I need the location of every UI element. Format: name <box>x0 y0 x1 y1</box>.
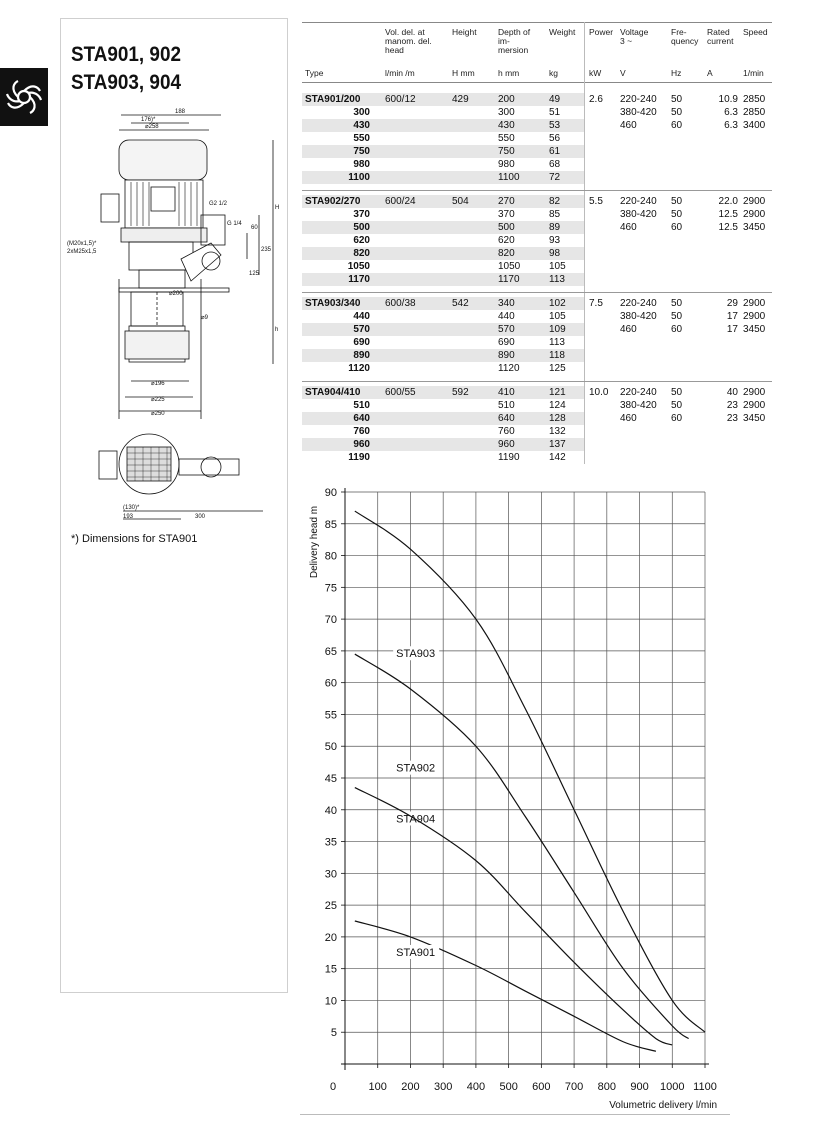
y-axis-label: Delivery head m <box>309 505 320 579</box>
cell-weight: 53 <box>549 120 561 131</box>
cell-voltage: 380-420 <box>620 209 657 220</box>
cell-current: 40 <box>726 387 738 398</box>
cell-speed: 2900 <box>743 400 766 411</box>
cell-height: 542 <box>452 298 469 309</box>
cell-type: 430 <box>353 120 370 131</box>
cell-type: 500 <box>353 222 370 233</box>
table-row <box>302 349 584 362</box>
dim-258: ⌀258 <box>145 124 159 130</box>
header-voltage: Voltage 3 ~ <box>620 27 649 46</box>
series-label-sta902: STA902 <box>396 762 436 775</box>
cell-speed: 2850 <box>743 94 766 105</box>
y-tick-label: 75 <box>324 582 337 595</box>
cell-power: 5.5 <box>589 196 603 207</box>
series-line-sta901 <box>355 921 656 1051</box>
cell-weight: 105 <box>549 311 566 322</box>
group-separator <box>302 190 772 191</box>
cell-power: 2.6 <box>589 94 603 105</box>
table-row <box>302 297 584 310</box>
unit-frequency: Hz <box>671 68 682 78</box>
cell-voltage: 380-420 <box>620 311 657 322</box>
series-line-sta902 <box>355 788 672 1045</box>
cell-type: 750 <box>353 146 370 157</box>
cell-weight: 51 <box>549 107 561 118</box>
cell-current: 6.3 <box>724 120 738 131</box>
cell-voltage: 460 <box>620 120 637 131</box>
y-tick-label: 50 <box>324 741 337 754</box>
cell-weight: 142 <box>549 452 566 463</box>
cell-freq: 50 <box>671 94 683 105</box>
table-row <box>302 412 584 425</box>
table-row <box>302 132 584 145</box>
table-row <box>302 336 584 349</box>
cell-depth: 980 <box>498 159 515 170</box>
cell-weight: 89 <box>549 222 561 233</box>
header-current: Rated current <box>707 27 734 46</box>
table-row <box>302 247 584 260</box>
cell-depth: 500 <box>498 222 515 233</box>
table-top-rule <box>302 22 772 23</box>
y-tick-label: 45 <box>324 773 337 785</box>
y-tick-label: 20 <box>324 931 337 944</box>
table-header-rule <box>302 82 772 83</box>
dim-g14: G 1/4 <box>227 221 242 227</box>
cell-current: 10.9 <box>718 94 738 105</box>
cell-speed: 3400 <box>743 120 766 131</box>
table-row <box>302 362 584 375</box>
cell-type: 1170 <box>348 274 370 285</box>
cell-type: 370 <box>353 209 370 220</box>
cell-weight: 109 <box>549 324 566 335</box>
dim-g2-12: G2 1/2 <box>209 201 228 207</box>
cell-power: 7.5 <box>589 298 603 309</box>
cell-weight: 113 <box>549 337 565 348</box>
cell-weight: 124 <box>549 400 566 411</box>
cell-current: 22.0 <box>718 196 738 207</box>
cell-type: 690 <box>353 337 370 348</box>
y-tick-label: 40 <box>324 804 337 817</box>
y-tick-label: 35 <box>324 836 337 849</box>
cell-voltage: 460 <box>620 324 637 335</box>
cell-weight: 118 <box>549 350 565 361</box>
cell-speed: 2900 <box>743 311 766 322</box>
cell-depth: 760 <box>498 426 515 437</box>
cell-type: STA903/340 <box>305 298 361 309</box>
series-label-sta903: STA903 <box>396 648 436 661</box>
y-tick-label: 5 <box>330 1027 337 1040</box>
cell-freq: 50 <box>671 387 683 398</box>
unit-power: kW <box>589 68 602 78</box>
y-tick-label: 90 <box>324 487 337 499</box>
cell-weight: 68 <box>549 159 561 170</box>
cell-weight: 105 <box>549 261 566 272</box>
dim-193: 193 <box>123 514 134 520</box>
cell-depth: 550 <box>498 133 515 144</box>
cell-type: 980 <box>353 159 370 170</box>
cell-depth: 1190 <box>498 452 520 463</box>
cell-weight: 121 <box>549 387 566 398</box>
cell-speed: 3450 <box>743 324 766 335</box>
cell-type: 570 <box>353 324 370 335</box>
y-tick-label: 55 <box>324 709 337 722</box>
header-depth: Depth of im- mersion <box>498 27 531 55</box>
cell-freq: 60 <box>671 120 683 131</box>
dim-176: 176)* <box>141 117 156 123</box>
cell-depth: 430 <box>498 120 515 131</box>
table-column-divider <box>584 22 585 464</box>
cell-weight: 137 <box>549 439 566 450</box>
dim-60: 60 <box>251 225 258 231</box>
unit-height: H mm <box>452 68 475 78</box>
cell-weight: 113 <box>549 274 565 285</box>
table-row <box>302 260 584 273</box>
table-row <box>302 119 584 132</box>
table-row <box>302 273 584 286</box>
table-row <box>302 93 584 106</box>
group-separator <box>302 381 772 382</box>
cell-weight: 82 <box>549 196 561 207</box>
cell-current: 6.3 <box>724 107 738 118</box>
cell-weight: 56 <box>549 133 561 144</box>
cell-depth: 690 <box>498 337 515 348</box>
cell-weight: 125 <box>549 363 566 374</box>
cell-depth: 340 <box>498 298 515 309</box>
cell-type: 960 <box>353 439 370 450</box>
cell-freq: 50 <box>671 107 683 118</box>
cell-weight: 128 <box>549 413 566 424</box>
cell-voltage: 220-240 <box>620 387 657 398</box>
dim-300: 300 <box>195 514 206 520</box>
dim-196: ⌀196 <box>151 381 165 387</box>
x-tick-label: 400 <box>466 1081 486 1093</box>
cell-vol: 600/55 <box>385 387 416 398</box>
cell-depth: 1170 <box>498 274 520 285</box>
header-frequency: Fre- quency <box>671 27 699 46</box>
title-line-1: STA901, 902 <box>71 43 181 66</box>
dim-250: ⌀250 <box>151 411 165 417</box>
table-row <box>302 399 584 412</box>
cell-depth: 510 <box>498 400 515 411</box>
unit-vol: l/min /m <box>385 68 415 78</box>
series-line-sta903 <box>355 654 689 1039</box>
cell-depth: 960 <box>498 439 515 450</box>
cell-depth: 410 <box>498 387 515 398</box>
table-row <box>302 221 584 234</box>
cell-weight: 132 <box>549 426 566 437</box>
cell-speed: 2900 <box>743 387 766 398</box>
unit-type: Type <box>305 68 324 78</box>
series-label-sta901: STA901 <box>396 946 436 959</box>
table-row <box>302 310 584 323</box>
cell-speed: 2900 <box>743 209 766 220</box>
cell-depth: 440 <box>498 311 515 322</box>
unit-depth: h mm <box>498 68 520 78</box>
table-row <box>302 208 584 221</box>
dim-h-upper: H <box>275 205 280 211</box>
cell-freq: 60 <box>671 413 683 424</box>
dim-130: (130)* <box>123 505 140 511</box>
cell-speed: 3450 <box>743 222 766 233</box>
table-row <box>302 171 584 184</box>
cell-height: 429 <box>452 94 469 105</box>
cell-voltage: 380-420 <box>620 400 657 411</box>
unit-weight: kg <box>549 68 558 78</box>
x-tick-label: 1100 <box>693 1081 717 1093</box>
cell-type: 1050 <box>347 261 370 272</box>
cell-current: 17 <box>726 324 738 335</box>
cell-depth: 890 <box>498 350 515 361</box>
dim-188: 188 <box>175 109 186 115</box>
cell-type: 1190 <box>348 452 370 463</box>
cell-weight: 98 <box>549 248 561 259</box>
cell-voltage: 220-240 <box>620 196 657 207</box>
cell-type: 440 <box>353 311 370 322</box>
cell-vol: 600/24 <box>385 196 416 207</box>
cell-freq: 60 <box>671 324 683 335</box>
cell-type: 300 <box>353 107 370 118</box>
cell-freq: 50 <box>671 196 683 207</box>
x-tick-label: 300 <box>434 1081 453 1093</box>
dim-225: ⌀225 <box>151 397 165 403</box>
cell-depth: 370 <box>498 209 515 220</box>
cell-speed: 2900 <box>743 298 766 309</box>
cell-type: 640 <box>353 413 370 424</box>
cell-freq: 50 <box>671 298 683 309</box>
cell-depth: 270 <box>498 196 515 207</box>
cell-current: 17 <box>726 311 738 322</box>
cell-type: 760 <box>353 426 370 437</box>
header-vol: Vol. del. at manom. del. head <box>385 27 432 55</box>
cell-weight: 93 <box>549 235 561 246</box>
y-tick-label: 65 <box>324 645 337 658</box>
table-row <box>302 195 584 208</box>
y-tick-label: 25 <box>324 900 337 913</box>
footnote: *) Dimensions for STA901 <box>71 533 198 545</box>
cell-type: 510 <box>353 400 370 411</box>
cell-freq: 50 <box>671 209 683 220</box>
cell-depth: 820 <box>498 248 515 259</box>
dim-h-lower: h <box>275 327 279 333</box>
table-row <box>302 425 584 438</box>
cell-depth: 620 <box>498 235 515 246</box>
cell-weight: 61 <box>549 146 561 157</box>
group-separator <box>302 292 772 293</box>
table-row <box>302 158 584 171</box>
cell-depth: 750 <box>498 146 515 157</box>
cell-weight: 49 <box>549 94 561 105</box>
cell-voltage: 380-420 <box>620 107 657 118</box>
cell-depth: 1120 <box>498 363 520 374</box>
cell-height: 592 <box>452 387 469 398</box>
cell-type: STA901/200 <box>305 94 361 105</box>
cell-vol: 600/38 <box>385 298 416 309</box>
pump-dimension-drawing <box>61 19 289 539</box>
cell-type: 1100 <box>348 172 370 183</box>
x-axis-label: Volumetric delivery l/min <box>609 1100 717 1111</box>
y-tick-label: 80 <box>324 550 337 563</box>
cell-weight: 72 <box>549 172 561 183</box>
cell-speed: 2900 <box>743 196 766 207</box>
y-tick-label: 30 <box>324 868 337 881</box>
cell-type: STA904/410 <box>305 387 361 398</box>
cell-type: 620 <box>353 235 370 246</box>
pump-logo <box>0 68 48 126</box>
cell-voltage: 460 <box>620 413 637 424</box>
x-tick-label: 600 <box>532 1081 551 1093</box>
cell-depth: 1050 <box>498 261 521 272</box>
cell-type: STA902/270 <box>305 196 361 207</box>
cell-current: 29 <box>726 298 738 309</box>
title-line-2: STA903, 904 <box>71 71 181 94</box>
table-row <box>302 234 584 247</box>
bottom-rule <box>300 1114 730 1115</box>
cell-current: 23 <box>726 400 738 411</box>
dim-235: 235 <box>261 247 272 253</box>
dimension-panel <box>60 18 288 993</box>
cell-current: 23 <box>726 413 738 424</box>
cell-voltage: 460 <box>620 222 637 233</box>
unit-voltage: V <box>620 68 626 78</box>
header-power: Power <box>589 27 614 37</box>
unit-current: A <box>707 68 713 78</box>
dim-9: ⌀9 <box>201 315 208 321</box>
cell-freq: 60 <box>671 222 683 233</box>
cell-speed: 2850 <box>743 107 766 118</box>
header-weight: Weight <box>549 27 576 37</box>
y-tick-label: 10 <box>324 995 337 1008</box>
cell-freq: 50 <box>671 311 683 322</box>
table-row <box>302 323 584 336</box>
table-row <box>302 451 584 464</box>
cell-depth: 640 <box>498 413 515 424</box>
header-height: Height <box>452 27 477 37</box>
cell-type: 820 <box>353 248 370 259</box>
cell-vol: 600/12 <box>385 94 416 105</box>
cell-depth: 570 <box>498 324 515 335</box>
cell-voltage: 220-240 <box>620 94 657 105</box>
cell-depth: 200 <box>498 94 515 105</box>
x-tick-label: 1000 <box>660 1081 685 1093</box>
dim-m20: (M20x1,5)* <box>67 241 97 247</box>
cell-weight: 85 <box>549 209 561 220</box>
unit-speed: 1/min <box>743 68 764 78</box>
dim-m25: 2xM25x1,5 <box>67 249 97 255</box>
cell-type: 890 <box>353 350 370 361</box>
cell-type: 550 <box>353 133 370 144</box>
dim-200: ⌀200 <box>169 291 183 297</box>
cell-speed: 3450 <box>743 413 766 424</box>
cell-type: 1120 <box>348 363 370 374</box>
y-tick-label: 85 <box>324 518 337 531</box>
cell-current: 12.5 <box>718 209 738 220</box>
performance-chart <box>300 478 730 1114</box>
cell-height: 504 <box>452 196 469 207</box>
x-tick-label: 0 <box>329 1081 337 1093</box>
header-speed: Speed <box>743 27 768 37</box>
cell-power: 10.0 <box>589 387 609 398</box>
y-tick-label: 70 <box>324 614 337 627</box>
table-row <box>302 145 584 158</box>
y-tick-label: 60 <box>324 677 337 690</box>
y-tick-label: 15 <box>324 963 337 976</box>
x-tick-label: 900 <box>630 1081 649 1093</box>
cell-weight: 102 <box>549 298 566 309</box>
x-tick-label: 500 <box>499 1081 518 1093</box>
cell-freq: 50 <box>671 400 683 411</box>
cell-voltage: 220-240 <box>620 298 657 309</box>
cell-depth: 1100 <box>498 172 520 183</box>
x-tick-label: 100 <box>368 1081 387 1093</box>
x-tick-label: 800 <box>597 1081 616 1093</box>
table-row <box>302 386 584 399</box>
dim-125: 125 <box>249 271 260 277</box>
x-tick-label: 200 <box>401 1081 420 1093</box>
table-row <box>302 106 584 119</box>
cell-current: 12.5 <box>718 222 738 233</box>
x-tick-label: 700 <box>564 1081 584 1093</box>
series-label-sta904: STA904 <box>396 813 436 826</box>
table-row <box>302 438 584 451</box>
cell-depth: 300 <box>498 107 515 118</box>
